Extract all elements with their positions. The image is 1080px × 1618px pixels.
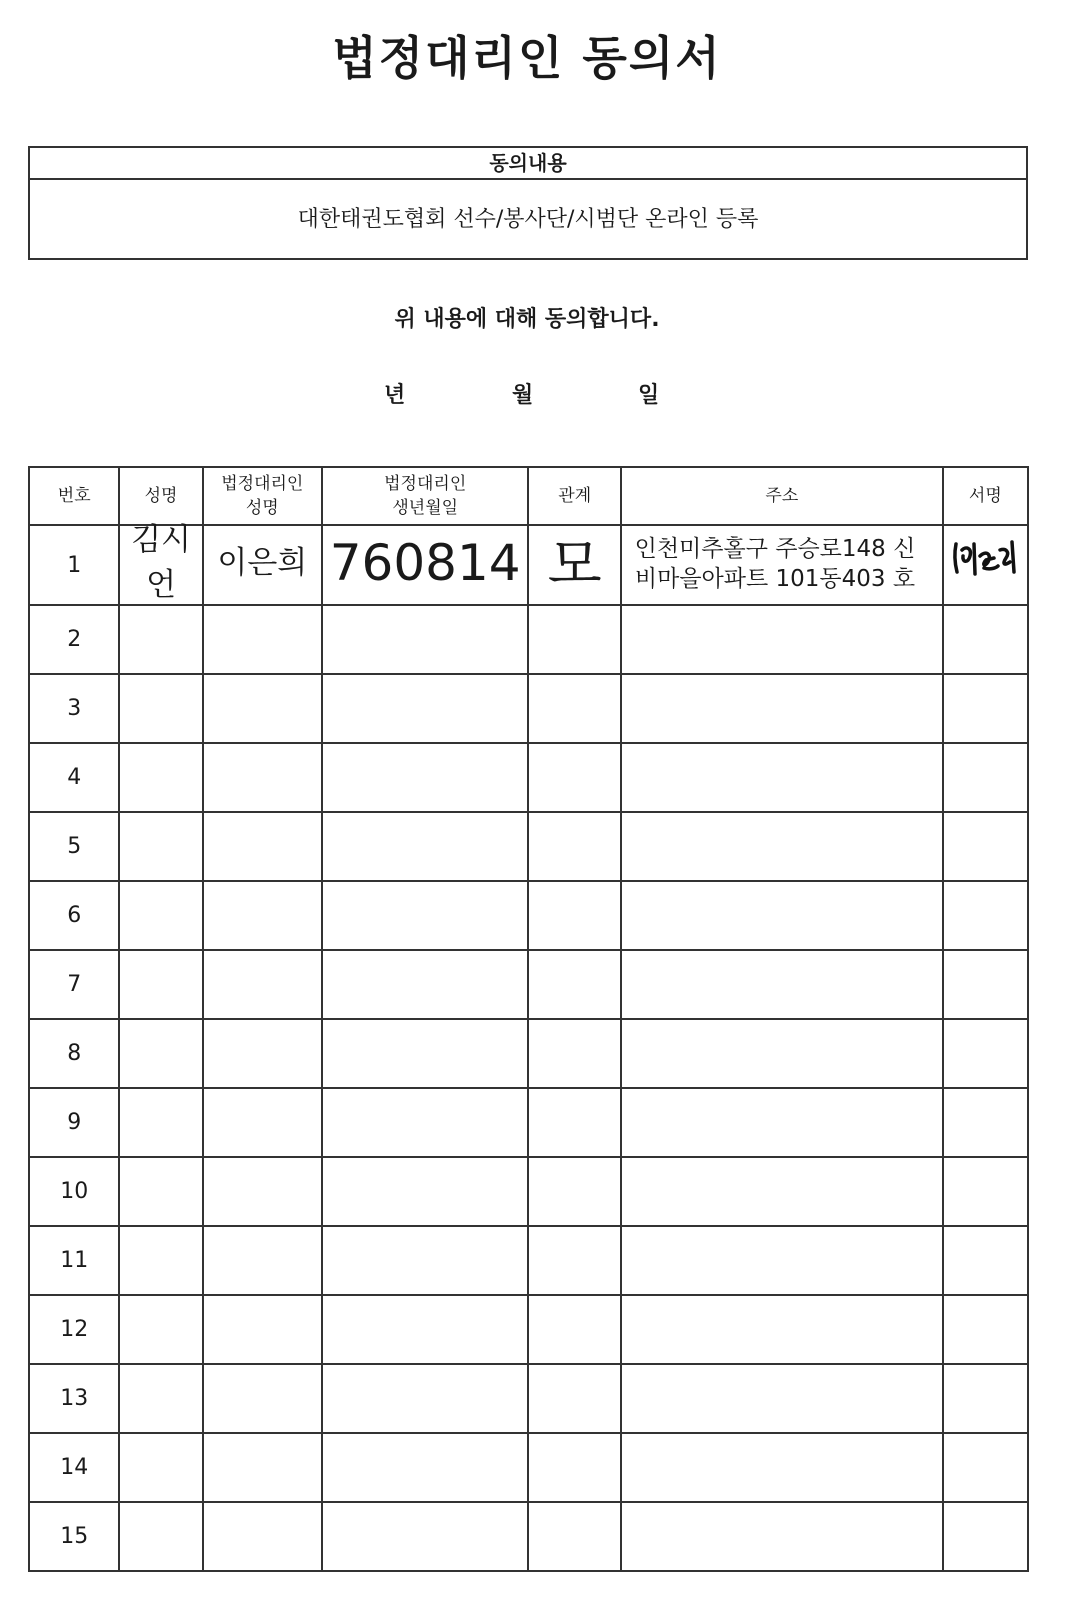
row-number: 10 [29, 1157, 119, 1226]
cell-signature [943, 743, 1028, 812]
cell-relation [528, 812, 621, 881]
cell-name [119, 1364, 202, 1433]
cell-address [621, 605, 943, 674]
header-name: 성명 [119, 467, 202, 525]
table-row [29, 1364, 1028, 1433]
cell-name [119, 522, 202, 605]
table-row [29, 1019, 1028, 1088]
header-guardian-birth-line2: 생년월일 [392, 498, 459, 518]
header-number: 번호 [29, 467, 119, 525]
table-row [29, 812, 1028, 881]
cell-address [621, 881, 943, 950]
consent-header: 동의내용 [30, 148, 1026, 180]
cell-guardian-name [203, 1295, 322, 1364]
cell-name [119, 1502, 202, 1571]
cell-guardian-birth [322, 1433, 529, 1502]
table-row [29, 743, 1028, 812]
date-month-label: 월 [512, 383, 534, 408]
row-number: 3 [29, 674, 119, 743]
cell-name [119, 1433, 202, 1502]
cell-address [621, 1502, 943, 1571]
cell-name [119, 1295, 202, 1364]
cell-guardian-birth [322, 1157, 529, 1226]
cell-address [621, 674, 943, 743]
cell-signature [943, 1019, 1028, 1088]
cell-guardian-birth [322, 1502, 529, 1571]
table-row [29, 1157, 1028, 1226]
cell-address [621, 525, 943, 605]
cell-signature [943, 1502, 1028, 1571]
cell-signature [943, 1295, 1028, 1364]
cell-relation [528, 743, 621, 812]
cell-guardian-name [203, 1364, 322, 1433]
cell-name [119, 950, 202, 1019]
guardian-table [28, 466, 1029, 1572]
cell-relation [528, 881, 621, 950]
row-number: 13 [29, 1364, 119, 1433]
table-row [29, 950, 1028, 1019]
cell-guardian-birth [322, 1364, 529, 1433]
cell-guardian-name [203, 605, 322, 674]
row-number: 8 [29, 1019, 119, 1088]
row-number: 12 [29, 1295, 119, 1364]
cell-name [119, 605, 202, 674]
row-number: 9 [29, 1088, 119, 1157]
handwritten-signature [948, 536, 1022, 582]
header-guardian-name-line2: 성명 [245, 498, 279, 518]
cell-guardian-name [203, 525, 322, 605]
cell-guardian-name-value: 이은희 [217, 544, 308, 581]
cell-address [621, 1295, 943, 1364]
cell-address [621, 950, 943, 1019]
cell-guardian-name [203, 1226, 322, 1295]
cell-name [119, 1226, 202, 1295]
cell-name [119, 674, 202, 743]
cell-address [621, 743, 943, 812]
cell-name [119, 1088, 202, 1157]
document-title: 법정대리인 동의서 [332, 31, 722, 85]
cell-relation [528, 1364, 621, 1433]
row-number: 15 [29, 1502, 119, 1571]
date-year-label: 년 [384, 383, 406, 408]
header-signature: 서명 [943, 467, 1028, 525]
table-row [29, 1226, 1028, 1295]
cell-address [621, 1019, 943, 1088]
cell-address [621, 1157, 943, 1226]
cell-address [621, 1364, 943, 1433]
cell-guardian-birth [322, 1226, 529, 1295]
cell-address [621, 1226, 943, 1295]
date-day-label: 일 [638, 383, 660, 408]
cell-name [119, 881, 202, 950]
cell-guardian-name [203, 812, 322, 881]
cell-relation-value: 모 [547, 533, 602, 598]
cell-guardian-name [203, 674, 322, 743]
cell-address-value: 인천미추홀구 주승로148 신비마을아파트 101동403 호 [634, 536, 916, 592]
cell-guardian-birth [322, 605, 529, 674]
cell-guardian-name [203, 1019, 322, 1088]
cell-name [119, 743, 202, 812]
cell-signature [943, 1364, 1028, 1433]
cell-guardian-birth [322, 1295, 529, 1364]
consent-section [28, 146, 1028, 260]
row-number: 2 [29, 605, 119, 674]
cell-guardian-name [203, 743, 322, 812]
table-row [29, 525, 1028, 605]
cell-name [119, 1157, 202, 1226]
row-number: 1 [29, 525, 119, 605]
cell-signature [943, 1157, 1028, 1226]
cell-guardian-birth [322, 525, 529, 605]
cell-name-value: 김시언 [131, 522, 192, 603]
table-row [29, 1502, 1028, 1571]
cell-name [119, 1019, 202, 1088]
cell-guardian-birth [322, 743, 529, 812]
header-address: 주소 [621, 467, 943, 525]
cell-guardian-name [203, 1157, 322, 1226]
cell-address [621, 1433, 943, 1502]
agreement-text: 위 내용에 대해 동의합니다. [394, 307, 660, 332]
cell-signature [943, 525, 1028, 605]
consent-content: 대한태권도협회 선수/봉사단/시범단 온라인 등록 [297, 207, 759, 232]
cell-relation [528, 1157, 621, 1226]
cell-signature [943, 950, 1028, 1019]
row-number: 4 [29, 743, 119, 812]
table-row [29, 674, 1028, 743]
row-number: 6 [29, 881, 119, 950]
header-guardian-name-line1: 법정대리인 [221, 474, 304, 494]
header-guardian-name [203, 467, 322, 525]
cell-signature [943, 881, 1028, 950]
cell-guardian-birth-value: 760814 [329, 534, 521, 592]
cell-guardian-birth [322, 1088, 529, 1157]
cell-relation [528, 950, 621, 1019]
cell-signature [943, 1433, 1028, 1502]
table-row [29, 881, 1028, 950]
cell-guardian-birth [322, 812, 529, 881]
cell-guardian-name [203, 950, 322, 1019]
cell-guardian-birth [322, 1019, 529, 1088]
cell-guardian-name [203, 1088, 322, 1157]
table-row [29, 605, 1028, 674]
cell-name [119, 812, 202, 881]
cell-address [621, 812, 943, 881]
cell-guardian-birth [322, 950, 529, 1019]
cell-guardian-birth [322, 674, 529, 743]
cell-guardian-birth [322, 881, 529, 950]
cell-guardian-name [203, 881, 322, 950]
cell-relation [528, 1502, 621, 1571]
cell-signature [943, 605, 1028, 674]
header-guardian-birth-line1: 법정대리인 [384, 474, 467, 494]
cell-signature [943, 1226, 1028, 1295]
row-number: 11 [29, 1226, 119, 1295]
cell-relation [528, 1019, 621, 1088]
cell-relation [528, 1295, 621, 1364]
cell-relation [528, 605, 621, 674]
cell-relation [528, 1088, 621, 1157]
row-number: 5 [29, 812, 119, 881]
table-row [29, 1295, 1028, 1364]
row-number: 14 [29, 1433, 119, 1502]
row-number: 7 [29, 950, 119, 1019]
header-relation: 관계 [528, 467, 621, 525]
cell-guardian-name [203, 1433, 322, 1502]
cell-signature [943, 674, 1028, 743]
table-row [29, 1433, 1028, 1502]
cell-signature [943, 1088, 1028, 1157]
cell-relation [528, 1433, 621, 1502]
cell-address [621, 1088, 943, 1157]
cell-signature [943, 812, 1028, 881]
cell-relation [528, 1226, 621, 1295]
table-row [29, 1088, 1028, 1157]
cell-relation [528, 674, 621, 743]
header-guardian-birth [322, 467, 529, 525]
cell-guardian-name [203, 1502, 322, 1571]
cell-relation [528, 525, 621, 605]
